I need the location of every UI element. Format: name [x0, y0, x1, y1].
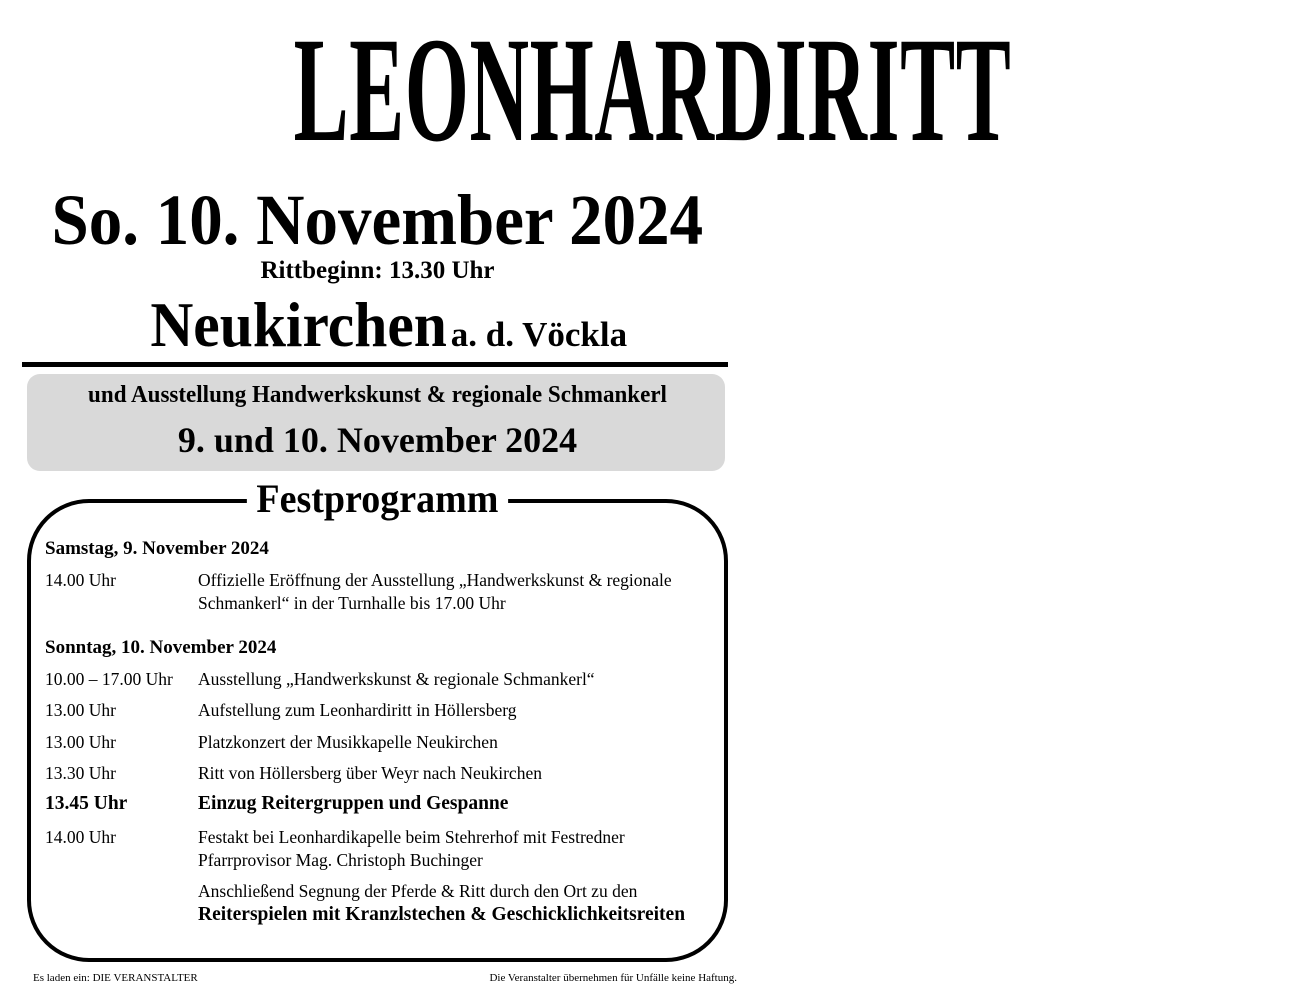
exhibition-dates: 9. und 10. November 2024	[177, 420, 578, 460]
entry-text: Ausstellung „Handwerkskunst & regionale Schmankerl“	[198, 669, 595, 689]
poster-title	[0, 7, 1012, 173]
entry-time: 13.45 Uhr	[45, 793, 128, 814]
program-heading	[0, 475, 755, 523]
entry-text: Ritt von Höllersberg über Weyr nach Neukirchen	[198, 763, 542, 783]
schedule-entry	[45, 569, 715, 615]
entry-text: Aufstellung zum Leonhardiritt in Höllersberg	[198, 700, 517, 720]
entry-time: 14.00 Uhr	[45, 570, 116, 590]
location-suffix: a. d. Vöckla	[450, 315, 628, 354]
main-date-text: So. 10. November 2024	[51, 180, 704, 260]
divider-rule	[22, 362, 728, 367]
schedule-entry	[45, 880, 715, 952]
main-date	[0, 180, 755, 260]
day-heading-saturday: Samstag, 9. November 2024	[45, 538, 269, 559]
footer-organizer: Es laden ein: DIE VERANSTALTER	[33, 972, 198, 984]
schedule-entry	[45, 826, 715, 872]
entry-time: 14.00 Uhr	[45, 827, 116, 847]
entry-text: Platzkonzert der Musikkapelle Neukirchen	[198, 732, 498, 752]
entry-time: 10.00 – 17.00 Uhr	[45, 669, 173, 689]
entry-text: Festakt bei Leonhardikapelle beim Stehrerhof mit Festredner Pfarrprovisor Mag. Christoph Buchinger	[198, 827, 625, 870]
footer-disclaimer: Die Veranstalter übernehmen für Unfälle keine Haftung.	[489, 972, 737, 984]
exhibition-title	[0, 380, 755, 410]
program-heading-text: Festprogramm	[247, 475, 508, 523]
entry-text: Offizielle Eröffnung der Ausstellung „Handwerkskunst & regionale Schmankerl“ in der Turnhalle bis 17.00 Uhr	[198, 570, 672, 613]
entry-text: Anschließend Segnung der Pferde & Ritt durch den Ort zu den	[198, 881, 638, 901]
entry-text-group	[198, 880, 718, 927]
location-name: Neukirchen	[150, 289, 447, 360]
entry-time: 13.00 Uhr	[45, 732, 116, 752]
poster-title-text: LEONHARDIRITT	[293, 7, 1012, 173]
ride-start-time: Rittbeginn: 13.30 Uhr	[260, 257, 495, 284]
location	[0, 288, 755, 372]
entry-text: Einzug Reitergruppen und Gespanne	[198, 793, 509, 814]
entry-time: 13.30 Uhr	[45, 763, 116, 783]
entry-time: 13.00 Uhr	[45, 700, 116, 720]
exhibition-title-text: und Ausstellung Handwerkskunst & regionale Schmankerl	[88, 382, 667, 408]
day-heading-sunday: Sonntag, 10. November 2024	[45, 637, 277, 658]
entry-text-bold: Reiterspielen mit Kranzlstechen & Geschicklichkeitsreiten	[198, 904, 686, 925]
